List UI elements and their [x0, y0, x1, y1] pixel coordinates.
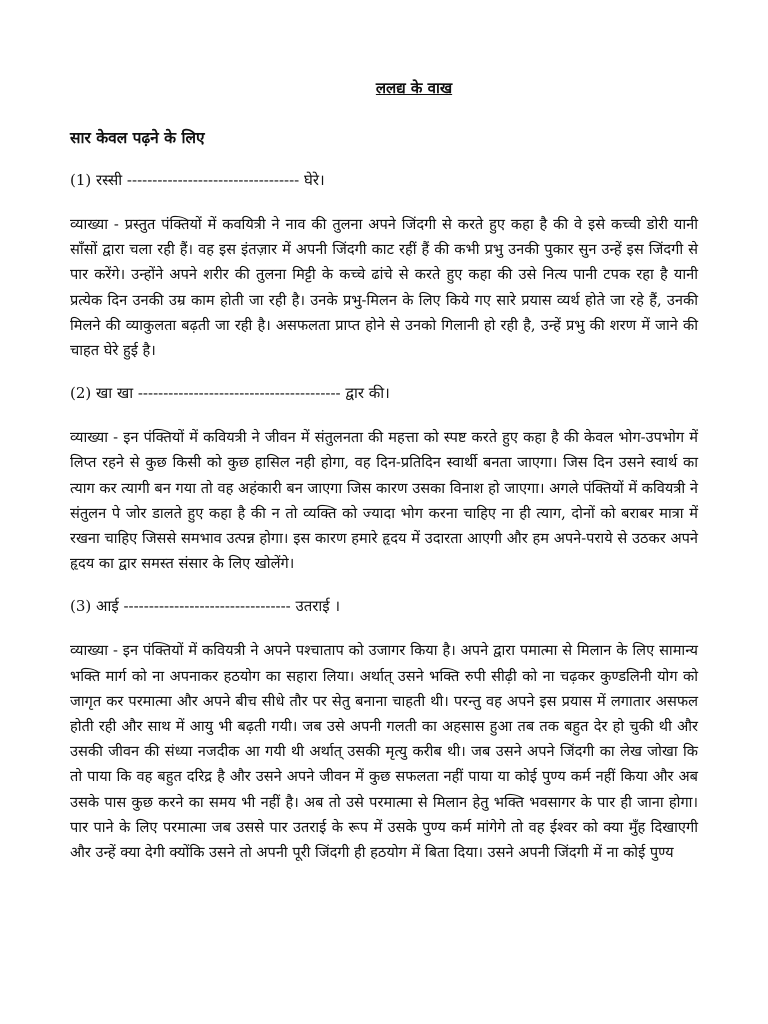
- section-heading: (2) खा खा ---------------------------------------- द्वार की।: [70, 384, 390, 403]
- document-subheading: सार केवल पढ़ने के लिए: [70, 128, 205, 147]
- section-explanation: व्याख्या - प्रस्तुत पंक्तियों में कवयित्री ने नाव की तुलना अपने जिंदगी से करते हुए कहा है की वे इसे कच्ची डोरी यानी साँसों द्वारा चला रही हैं। वह इस इंतज़ार में अपनी जिंदगी काट रहीं हैं की कभी प्रभु उनकी पुकार सुन उन्हें इस जिंदगी से पार करेंगे। उन्होंने अपने शरीर की तुलना मिट्टी के कच्चे ढांचे से करते हुए कहा की उसे नित्य पानी टपक रहा है यानी प्रत्येक दिन उनकी उम्र काम होती जा रही है। उनके प्रभु-मिलन के लिए किये गए सारे प्रयास व्यर्थ होते जा रहे हैं, उनकी मिलने की व्याकुलता बढ़ती जा रही है। असफलता प्राप्त होने से उनको गिलानी हो रही है, उन्हें प्रभु की शरण में जाने की चाहत घेरे हुई है।: [70, 216, 698, 360]
- section-heading: (1) रस्सी ---------------------------------- घेरे।: [70, 171, 325, 189]
- section-heading: (3) आई --------------------------------- उतराई ।: [70, 597, 341, 616]
- section-explanation: व्याख्या - इन पंक्तियों में कवियत्री ने जीवन में संतुलनता की महत्ता को स्पष्ट करते हुए कहा है की केवल भोग-उपभोग में लिप्त रहने से कुछ किसी को कुछ हासिल नही होगा, वह दिन-प्रतिदिन स्वार्थी बनता जाएगा। जिस दिन उसने स्वार्थ का त्याग कर त्यागी बन गया तो वह अहंकारी बन जाएगा जिस कारण उसका विनाश हो जाएगा। अगले पंक्तियों में कवियत्री ने संतुलन पे जोर डालते हुए कहा है की न तो व्यक्ति को ज्यादा भोग करना चाहिए ना ही त्याग, दोनों को बराबर मात्रा में रखना चाहिए जिससे समभाव उत्पन्न होगा। इस कारण हमारे हृदय में उदारता आएगी और हम अपने-पराये से उठकर अपने हृदय का द्वार समस्त संसार के लिए खोलेंगे।: [70, 429, 698, 573]
- section-1: [70, 170, 698, 363]
- section-3: [70, 596, 698, 865]
- section-2: [70, 383, 698, 576]
- document-title: ललद्य के वाख: [375, 79, 453, 97]
- document-page: [70, 78, 698, 885]
- section-explanation: व्याख्या - इन पंक्तियों में कवियत्री ने अपने पश्चाताप को उजागर किया है। अपने द्वारा पमात्मा से मिलान के लिए सामान्य भक्ति मार्ग को ना अपनाकर हठयोग का सहारा लिया। अर्थात् उसने भक्ति रुपी सीढ़ी को ना चढ़कर कुण्डलिनी योग को जागृत कर परमात्मा और अपने बीच सीधे तौर पर सेतु बनाना चाहती थी। परन्तु वह अपने इस प्रयास में लगातार असफल होती रही और साथ में आयु भी बढ़ती गयी। जब उसे अपनी गलती का अहसास हुआ तब तक बहुत देर हो चुकी थी और उसकी जीवन की संध्या नजदीक आ गयी थी अर्थात् उसकी मृत्यु करीब थी। जब उसने अपने जिंदगी का लेख जोखा कि तो पाया कि वह बहुत दरिद्र है और उसने अपने जीवन में कुछ सफलता नहीं पाया या कोई पुण्य कर्म नहीं किया और अब उसके पास कुछ करने का समय भी नहीं है। अब तो उसे परमात्मा से मिलान हेतु भक्ति भवसागर के पार ही जाना होगा। पार पाने के लिए परमात्मा जब उससे पार उतराई के रूप में उसके पुण्य कर्म मांगेगे तो वह ईश्वर को क्या मुँह दिखाएगी और उन्हें क्या देगी क्योंकि उसने तो अपनी पूरी जिंदगी ही हठयोग में बिता दिया। उसने अपनी जिंदगी में ना कोई पुण्य: [70, 642, 698, 862]
